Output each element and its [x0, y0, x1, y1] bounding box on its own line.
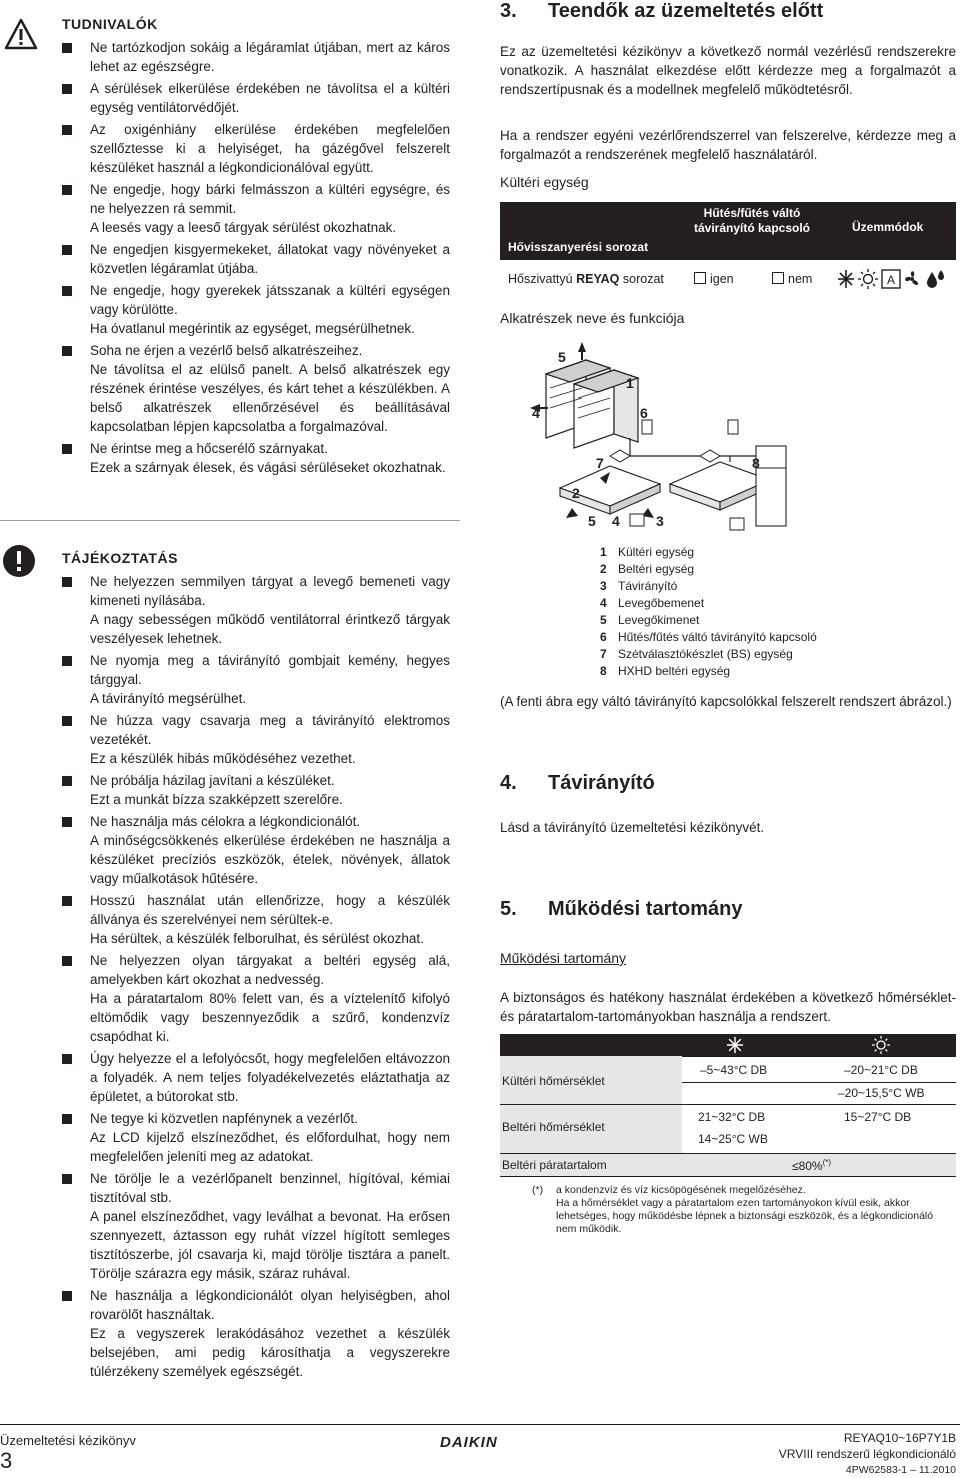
list-item-text: Ha sérültek, a készülék felborulhat, és sérülést okozhat.: [90, 931, 424, 946]
series-suffix: sorozat: [619, 272, 664, 286]
list-item: [62, 38, 450, 76]
part-label: Távirányító: [618, 579, 678, 593]
bullet-square-icon: [62, 125, 72, 135]
list-item-text: Az oxigénhiány elkerülése érdekében megfelelően szellőztesse ki a helyiséget, ha gázégővel felszerelt készüléket használ a légkondicionálóval együtt.: [90, 122, 450, 175]
switch-box-icon: [642, 420, 738, 434]
footer-product: VRVIII rendszerű légkondicionáló: [778, 1447, 956, 1461]
bullet-square-icon: [62, 185, 72, 195]
part-number: 7: [600, 647, 607, 661]
list-item: [62, 1109, 450, 1166]
list-item: [62, 572, 450, 648]
indoor-cooling-range-db: 21~32°C DB: [698, 1110, 766, 1124]
callout-number: 5: [588, 513, 596, 529]
part-label: Kültéri egység: [618, 545, 695, 559]
part-label: HXHD beltéri egység: [618, 664, 731, 678]
list-item-text: Soha ne érjen a vezérlő belső alkatrészeihez.: [90, 343, 363, 358]
caution-heading: TUDNIVALÓK: [62, 16, 158, 32]
callout-number: 3: [656, 513, 664, 529]
parts-list-item: [600, 578, 940, 595]
list-item-text: Ne nyomja meg a távirányító gombjait kemény, hegyes tárggyal.: [90, 653, 450, 687]
list-item-text: Hosszú használat után ellenőrizze, hogy a készülék állványa és szerelvényei nem sérültek-e.: [90, 893, 450, 927]
section-number: 4.: [500, 772, 517, 794]
list-item: [62, 120, 450, 177]
list-item: [62, 651, 450, 708]
part-number: 2: [600, 562, 607, 576]
list-item-text: Ezt a munkát bízza szakképzett szerelőre.: [90, 792, 343, 807]
switch-header-line-2: távirányító kapcsoló: [693, 221, 811, 235]
system-table-header: [500, 202, 956, 260]
series-header: Hővisszanyerési sorozat: [508, 240, 649, 254]
yes-option: [694, 272, 734, 286]
indoor-heating-range: 15~27°C DB: [844, 1110, 912, 1124]
sec3-paragraph-1: Ez az üzemeltetési kézikönyv a következő normál vezérlésű rendszerekre vonatkozik. A használat elkezdése előtt kérdezze meg a forgalmazót a rendszertípusnak és a modellnek megfelelő működtetésről.: [500, 44, 956, 97]
no-label: nem: [788, 272, 813, 286]
part-number: 5: [600, 613, 607, 627]
yes-label: igen: [710, 272, 734, 286]
section-4-heading: [500, 772, 655, 795]
parts-list-item: [600, 544, 940, 561]
part-label: Hűtés/fűtés váltó távirányító kapcsoló: [618, 630, 817, 644]
list-item-text: Ne helyezzen semmilyen tárgyat a levegő bemeneti vagy kimeneti nyílásába.: [90, 574, 450, 608]
mode-icons: [836, 268, 948, 290]
parts-list-item: [600, 595, 940, 612]
callout-number: 2: [572, 485, 580, 501]
part-number: 6: [600, 630, 607, 644]
list-item-text: Ne érintse meg a hőcserélő szárnyakat.: [90, 441, 328, 456]
footer-manual-title: Üzemeltetési kézikönyv: [0, 1433, 136, 1448]
bullet-square-icon: [62, 444, 72, 454]
list-item-text: A távirányító megsérülhet.: [90, 691, 247, 706]
bullet-square-icon: [62, 43, 72, 53]
info-list: [62, 572, 450, 1384]
indoor-unit-illustration: [560, 462, 770, 514]
series-prefix: Hőszivattyú: [508, 272, 577, 286]
list-item: [62, 711, 450, 768]
bullet-square-icon: [62, 577, 72, 587]
list-item: [62, 240, 450, 278]
bullet-square-icon: [62, 1054, 72, 1064]
footer-doc-code: 4PW62583-1 – 11.2010: [845, 1464, 956, 1476]
parts-list-item: [600, 646, 940, 663]
callout-number: 5: [558, 349, 566, 365]
indoor-temp-label: Beltéri hőmérséklet: [502, 1120, 605, 1134]
section-5-heading: [500, 898, 742, 921]
parts-list-item: [600, 629, 940, 646]
switch-header: [692, 206, 812, 236]
list-item: [62, 1286, 450, 1381]
list-item: [62, 1169, 450, 1283]
outdoor-unit-label: Kültéri egység: [500, 174, 589, 190]
bullet-square-icon: [62, 84, 72, 94]
list-item-text: Ez a vegyszerek lerakódásához vezethet a készülék belsejében, ami pedig károsíthatja a vegyszerekre túlérzékeny személyek egészségét.: [90, 1326, 450, 1379]
parts-list-item: [600, 612, 940, 629]
bullet-square-icon: [62, 817, 72, 827]
list-item: [62, 439, 450, 477]
humidity-limit: ≤80%: [792, 1159, 823, 1173]
list-item-text: Ne tegye ki közvetlen napfénynek a vezérlőt.: [90, 1111, 358, 1126]
air-outlet-arrow-icon: [578, 342, 586, 360]
caution-list: [62, 38, 450, 480]
list-item-text: Ne törölje le a vezérlőpanelt benzinnel, hígítóval, kémiai tisztítóval stb.: [90, 1171, 450, 1205]
callout-number: 6: [640, 405, 648, 421]
footnote-ref: (*): [822, 1158, 832, 1167]
bullet-square-icon: [62, 716, 72, 726]
bullet-square-icon: [62, 286, 72, 296]
part-label: Szétválasztókészlet (BS) egység: [618, 647, 793, 661]
part-label: Beltéri egység: [618, 562, 695, 576]
section-number: 5.: [500, 898, 517, 920]
range-table-header: [500, 1034, 956, 1056]
bullet-square-icon: [62, 956, 72, 966]
section-title: Távirányító: [548, 772, 655, 794]
bullet-square-icon: [62, 1174, 72, 1184]
list-item-text: Ha óvatlanul megérintik az egységet, megsérülhetnek.: [90, 321, 415, 336]
footnote-mark: (*): [532, 1184, 544, 1196]
parts-list: [600, 544, 940, 680]
hxhd-unit-illustration: [756, 446, 786, 526]
footer-page-number: 3: [0, 1448, 13, 1473]
heating-mode-icon: [858, 269, 878, 289]
bullet-square-icon: [62, 656, 72, 666]
list-item-text: Ne engedje, hogy bárki felmásszon a kültéri egységre, és ne helyezzen rá semmit.: [90, 182, 450, 216]
section-3-heading: [500, 0, 823, 23]
system-table-row: [500, 266, 956, 292]
list-item-text: A nagy sebességen működő ventilátorral érintkező tárgyak veszélyesek lehetnek.: [90, 612, 450, 646]
list-item: [62, 771, 450, 809]
list-item: [62, 180, 450, 237]
callout-number: 8: [752, 455, 760, 471]
callout-number: 1: [626, 375, 634, 391]
bullet-square-icon: [62, 1114, 72, 1124]
list-item-text: A leesés vagy a leeső tárgyak sérülést okozhatnak.: [90, 220, 397, 235]
sec3-paragraph-2: Ha a rendszer egyéni vezérlőrendszerrel van felszerelve, kérdezze meg a forgalmazót a rendszerének megfelelő használatáról.: [500, 128, 956, 162]
daikin-logo: DAIKIN: [440, 1434, 498, 1451]
parts-list-item: [600, 663, 940, 680]
sec5-paragraph: A biztonságos és hatékony használat érdekében a következő hőmérséklet- és páratartalom-tartományokban használja a rendszert.: [500, 990, 956, 1024]
sec4-paragraph: Lásd a távirányító üzemeltetési kézikönyvét.: [500, 820, 765, 835]
indoor-humidity-value: [792, 1158, 831, 1173]
info-heading: TÁJÉKOZTATÁS: [62, 550, 178, 566]
outdoor-temp-label: Kültéri hőmérséklet: [502, 1074, 605, 1088]
switch-header-line-1: Hűtés/fűtés váltó: [703, 206, 801, 220]
part-label: Levegőkimenet: [618, 613, 700, 627]
part-label: Levegőbemenet: [618, 596, 705, 610]
cooling-mode-icon: [838, 270, 854, 288]
section-title: Teendők az üzemeltetés előtt: [548, 0, 824, 22]
callout-number: 4: [612, 513, 620, 529]
dry-mode-icon: [927, 270, 944, 288]
indoor-cooling-range-wb: 14~25°C WB: [698, 1132, 768, 1146]
modes-header: Üzemmódok: [852, 220, 924, 234]
checkbox-icon: [772, 272, 784, 284]
indoor-humidity-label: Beltéri páratartalom: [502, 1158, 607, 1172]
checkbox-icon: [694, 272, 706, 284]
svg-text:A: A: [886, 273, 896, 287]
footnote-line: a kondenzvíz és víz kicsöpögésének megelőzéséhez.: [556, 1184, 806, 1196]
list-item-text: Ne távolítsa el az elülső panelt. A belső alkatrészek egy részének érintése veszélyes, és kárt tehet a készülékben. A belső alkatrészek ellenőrzésével és beállításával kapcsolatban lépjen kapcsolatba a forgalmazóval.: [90, 362, 450, 434]
list-item-text: Ne használja a légkondicionálót olyan helyiségben, ahol rovarölőt használtak.: [90, 1288, 450, 1322]
list-item-text: Ne engedje, hogy gyerekek játsszanak a kültéri egységen vagy körülötte.: [90, 283, 450, 317]
footnote-line: Ha a hőmérséklet vagy a páratartalom ezen tartományokon kívül esik, akkor lehetséges, hogy működésbe lépnek a biztonsági eszközök, és a légkondicionáló nem működik.: [556, 1197, 934, 1235]
footnote-text: [556, 1184, 956, 1236]
part-number: 1: [600, 545, 607, 559]
list-item: [62, 281, 450, 338]
cooling-mode-icon: [726, 1036, 744, 1054]
list-item: [62, 79, 450, 117]
footer-model: REYAQ10~16P7Y1B: [843, 1431, 956, 1445]
list-item-text: Ne használja más célokra a légkondicionálót.: [90, 814, 361, 829]
list-item-text: Ne tartózkodjon sokáig a légáramlat útjában, mert az káros lehet az egészségre.: [90, 40, 450, 74]
system-diagram: [520, 338, 800, 538]
list-item: [62, 812, 450, 888]
parts-list-item: [600, 561, 940, 578]
bullet-square-icon: [62, 245, 72, 255]
outdoor-heating-range-db: –20~21°C DB: [844, 1063, 918, 1077]
diagram-note: (A fenti ábra egy váltó távirányító kapcsolókkal felszerelt rendszert ábrázol.): [500, 694, 952, 709]
fan-mode-icon: [905, 271, 918, 285]
list-item-text: A sérülések elkerülése érdekében ne távolítsa el a kültéri egység ventilátorvédőjét.: [90, 81, 450, 115]
callout-number: 7: [596, 455, 604, 471]
part-number: 4: [600, 596, 607, 610]
section-divider: [0, 520, 460, 521]
part-number: 3: [600, 579, 607, 593]
list-item-text: Ne engedjen kisgyermekeket, állatokat vagy növényeket a közvetlen légáramlat útjába.: [90, 242, 450, 276]
parts-heading: Alkatrészek neve és funkciója: [500, 310, 685, 326]
list-item: [62, 1049, 450, 1106]
warning-icon: [4, 18, 38, 50]
refrigerant-piping: [620, 438, 756, 462]
footer-rule: [0, 1424, 960, 1425]
auto-mode-icon: [882, 270, 900, 288]
list-item-text: Úgy helyezze el a lefolyócsőt, hogy megfelelően eltávozzon a folyadék. A nem teljes folyadékelvezetés eláztathatja az épületet, a bútorokat stb.: [90, 1051, 450, 1104]
bullet-square-icon: [62, 1291, 72, 1301]
series-cell: [508, 272, 664, 286]
list-item-text: A minőségcsökkenés elkerülése érdekében ne használja a készüléket precíziós eszközök, ételek, növények, állatok vagy műalkotások hűtésére.: [90, 833, 450, 886]
part-number: 8: [600, 664, 607, 678]
bullet-square-icon: [62, 896, 72, 906]
operating-range-table: [500, 1034, 956, 1176]
list-item: [62, 891, 450, 948]
info-icon: [2, 544, 36, 578]
no-option: [772, 272, 812, 286]
outdoor-heating-range-wb: –20~15,5°C WB: [838, 1086, 925, 1100]
list-item-text: A panel elszíneződhet, vagy leválhat a bevonat. Ha erősen szennyezett, áztasson egy ruhát vízzel hígított semleges tisztítószerbe, jól csavarja ki, majd törölje tisztára a panelt. Törölje szárazra egy másik, száraz ruhával.: [90, 1209, 450, 1281]
outdoor-cooling-range: –5~43°C DB: [700, 1063, 768, 1077]
list-item-text: Az LCD kijelző elszíneződhet, és előfordulhat, hogy nem megfelelően jeleníti meg az adatokat.: [90, 1130, 450, 1164]
list-item-text: Ne húzza vagy csavarja meg a távirányító elektromos vezetékét.: [90, 713, 450, 747]
footer-model-block: [779, 1430, 956, 1478]
list-item: [62, 951, 450, 1046]
list-item-text: Ezek a szárnyak élesek, és vágási sérüléseket okozhatnak.: [90, 460, 446, 475]
list-item-text: Ez a készülék hibás működéséhez vezethet.: [90, 751, 356, 766]
bullet-square-icon: [62, 346, 72, 356]
list-item-text: Ha a páratartalom 80% felett van, és a víztelenítő kifolyó eltömődik vagy beszennyeződik a szűrő, kondenzvíz csapódhat ki.: [90, 991, 450, 1044]
section-number: 3.: [500, 0, 517, 22]
bullet-square-icon: [62, 776, 72, 786]
list-item: [62, 341, 450, 436]
series-bold: REYAQ: [576, 272, 620, 286]
section-title: Működési tartomány: [548, 898, 743, 920]
operating-range-subheading: Működési tartomány: [500, 950, 627, 966]
heating-mode-icon: [872, 1036, 890, 1054]
list-item-text: Ne próbálja házilag javítani a készüléket.: [90, 773, 335, 788]
list-item-text: Ne helyezzen olyan tárgyakat a beltéri egység alá, amelyekben kárt okozhat a nedvesség.: [90, 953, 450, 987]
callout-number: 4: [532, 405, 540, 421]
